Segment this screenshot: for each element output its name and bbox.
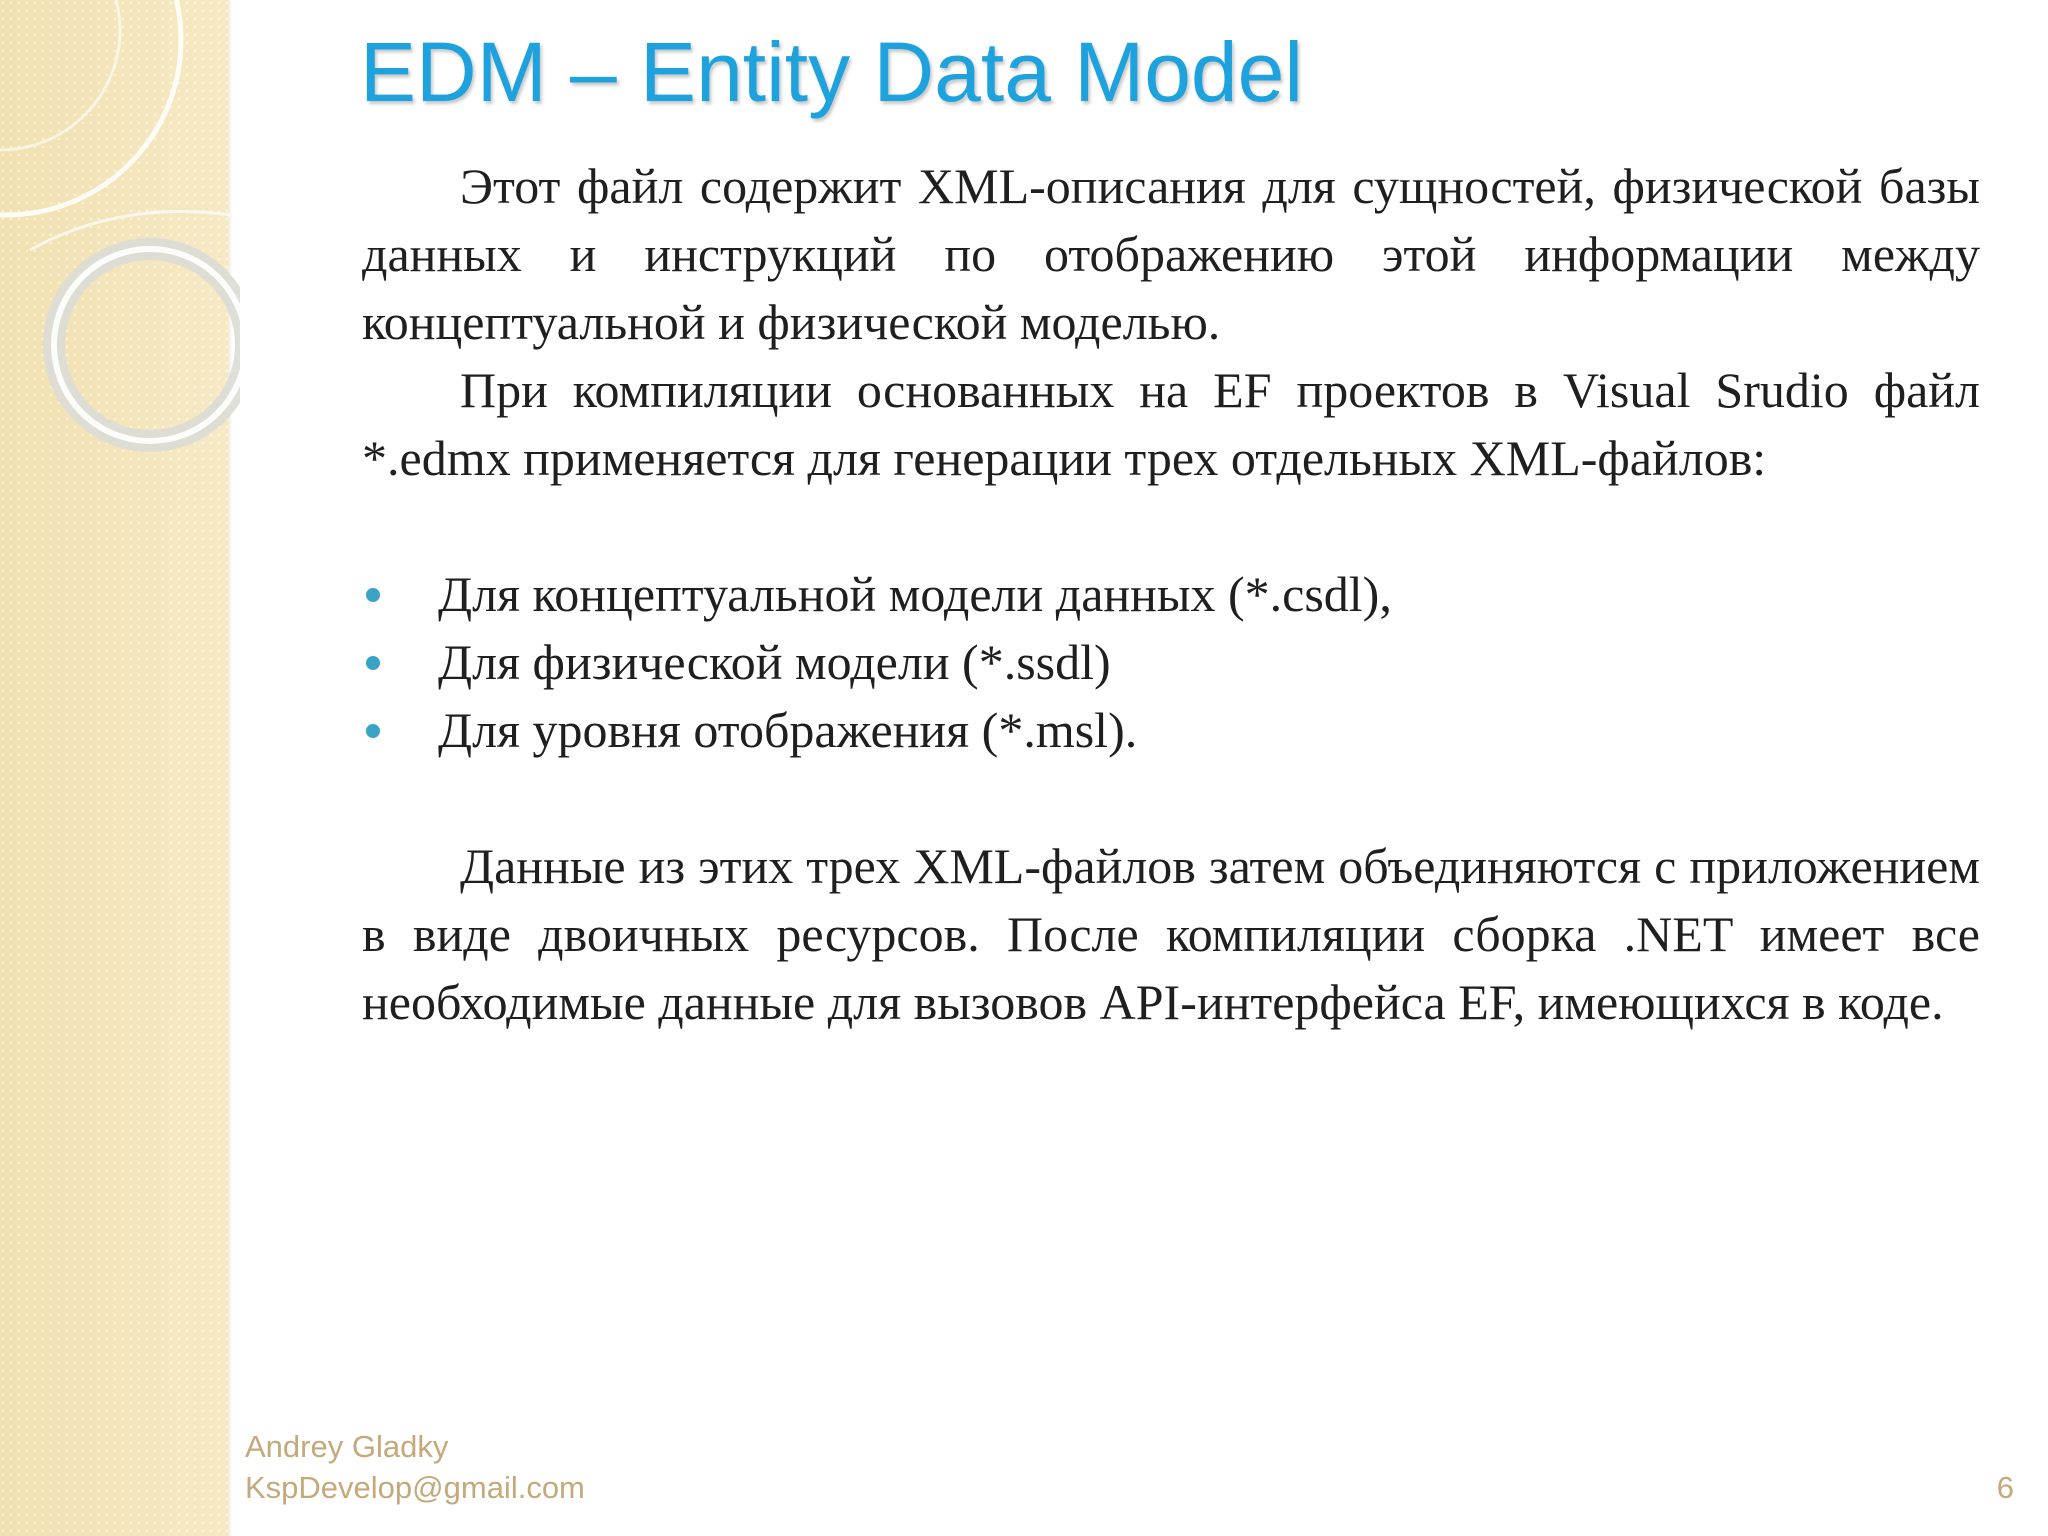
spacer: [362, 492, 1980, 560]
bullet-dot-icon: [366, 724, 380, 738]
slide-title: EDM – Entity Data Model: [360, 25, 1304, 119]
paragraph-edmx-description: Этот файл содержит XML-описания для сущностей, физической базы данных и инструкций по отображению этой информации между концептуальной и физической моделью.: [362, 158, 1980, 350]
page-number: 6: [1996, 1470, 2014, 1505]
bullet-item-msl: [362, 696, 1980, 764]
decorative-circles-graphic: [0, 0, 240, 560]
footer-author: Andrey Gladky: [245, 1429, 449, 1464]
paragraph-compilation: При компиляции основанных на EF проектов в Visual Srudio файл *.edmx применяется для генерации трех отдельных XML-файлов:: [362, 362, 1980, 486]
bullet-text: Для уровня отображения (*.msl).: [438, 702, 1138, 758]
bullet-item-csdl: [362, 560, 1980, 628]
bullet-dot-icon: [366, 656, 380, 670]
paragraph-binary-resources: Данные из этих трех XML-файлов затем объединяются с приложением в виде двоичных ресурсов. После компиляции сборка .NET имеет все необходимые данные для вызовов API-интерфейса EF, имеющихся в коде.: [362, 838, 1980, 1030]
bullet-list: [362, 560, 1980, 764]
bullet-dot-icon: [366, 588, 380, 602]
bullet-text: Для концептуальной модели данных (*.csdl),: [438, 566, 1392, 622]
bullet-item-ssdl: [362, 628, 1980, 696]
bullet-text: Для физической модели (*.ssdl): [438, 634, 1111, 690]
spacer: [362, 764, 1980, 832]
slide-body: [362, 152, 1980, 1036]
footer-email: KspDevelop@gmail.com: [245, 1470, 585, 1505]
